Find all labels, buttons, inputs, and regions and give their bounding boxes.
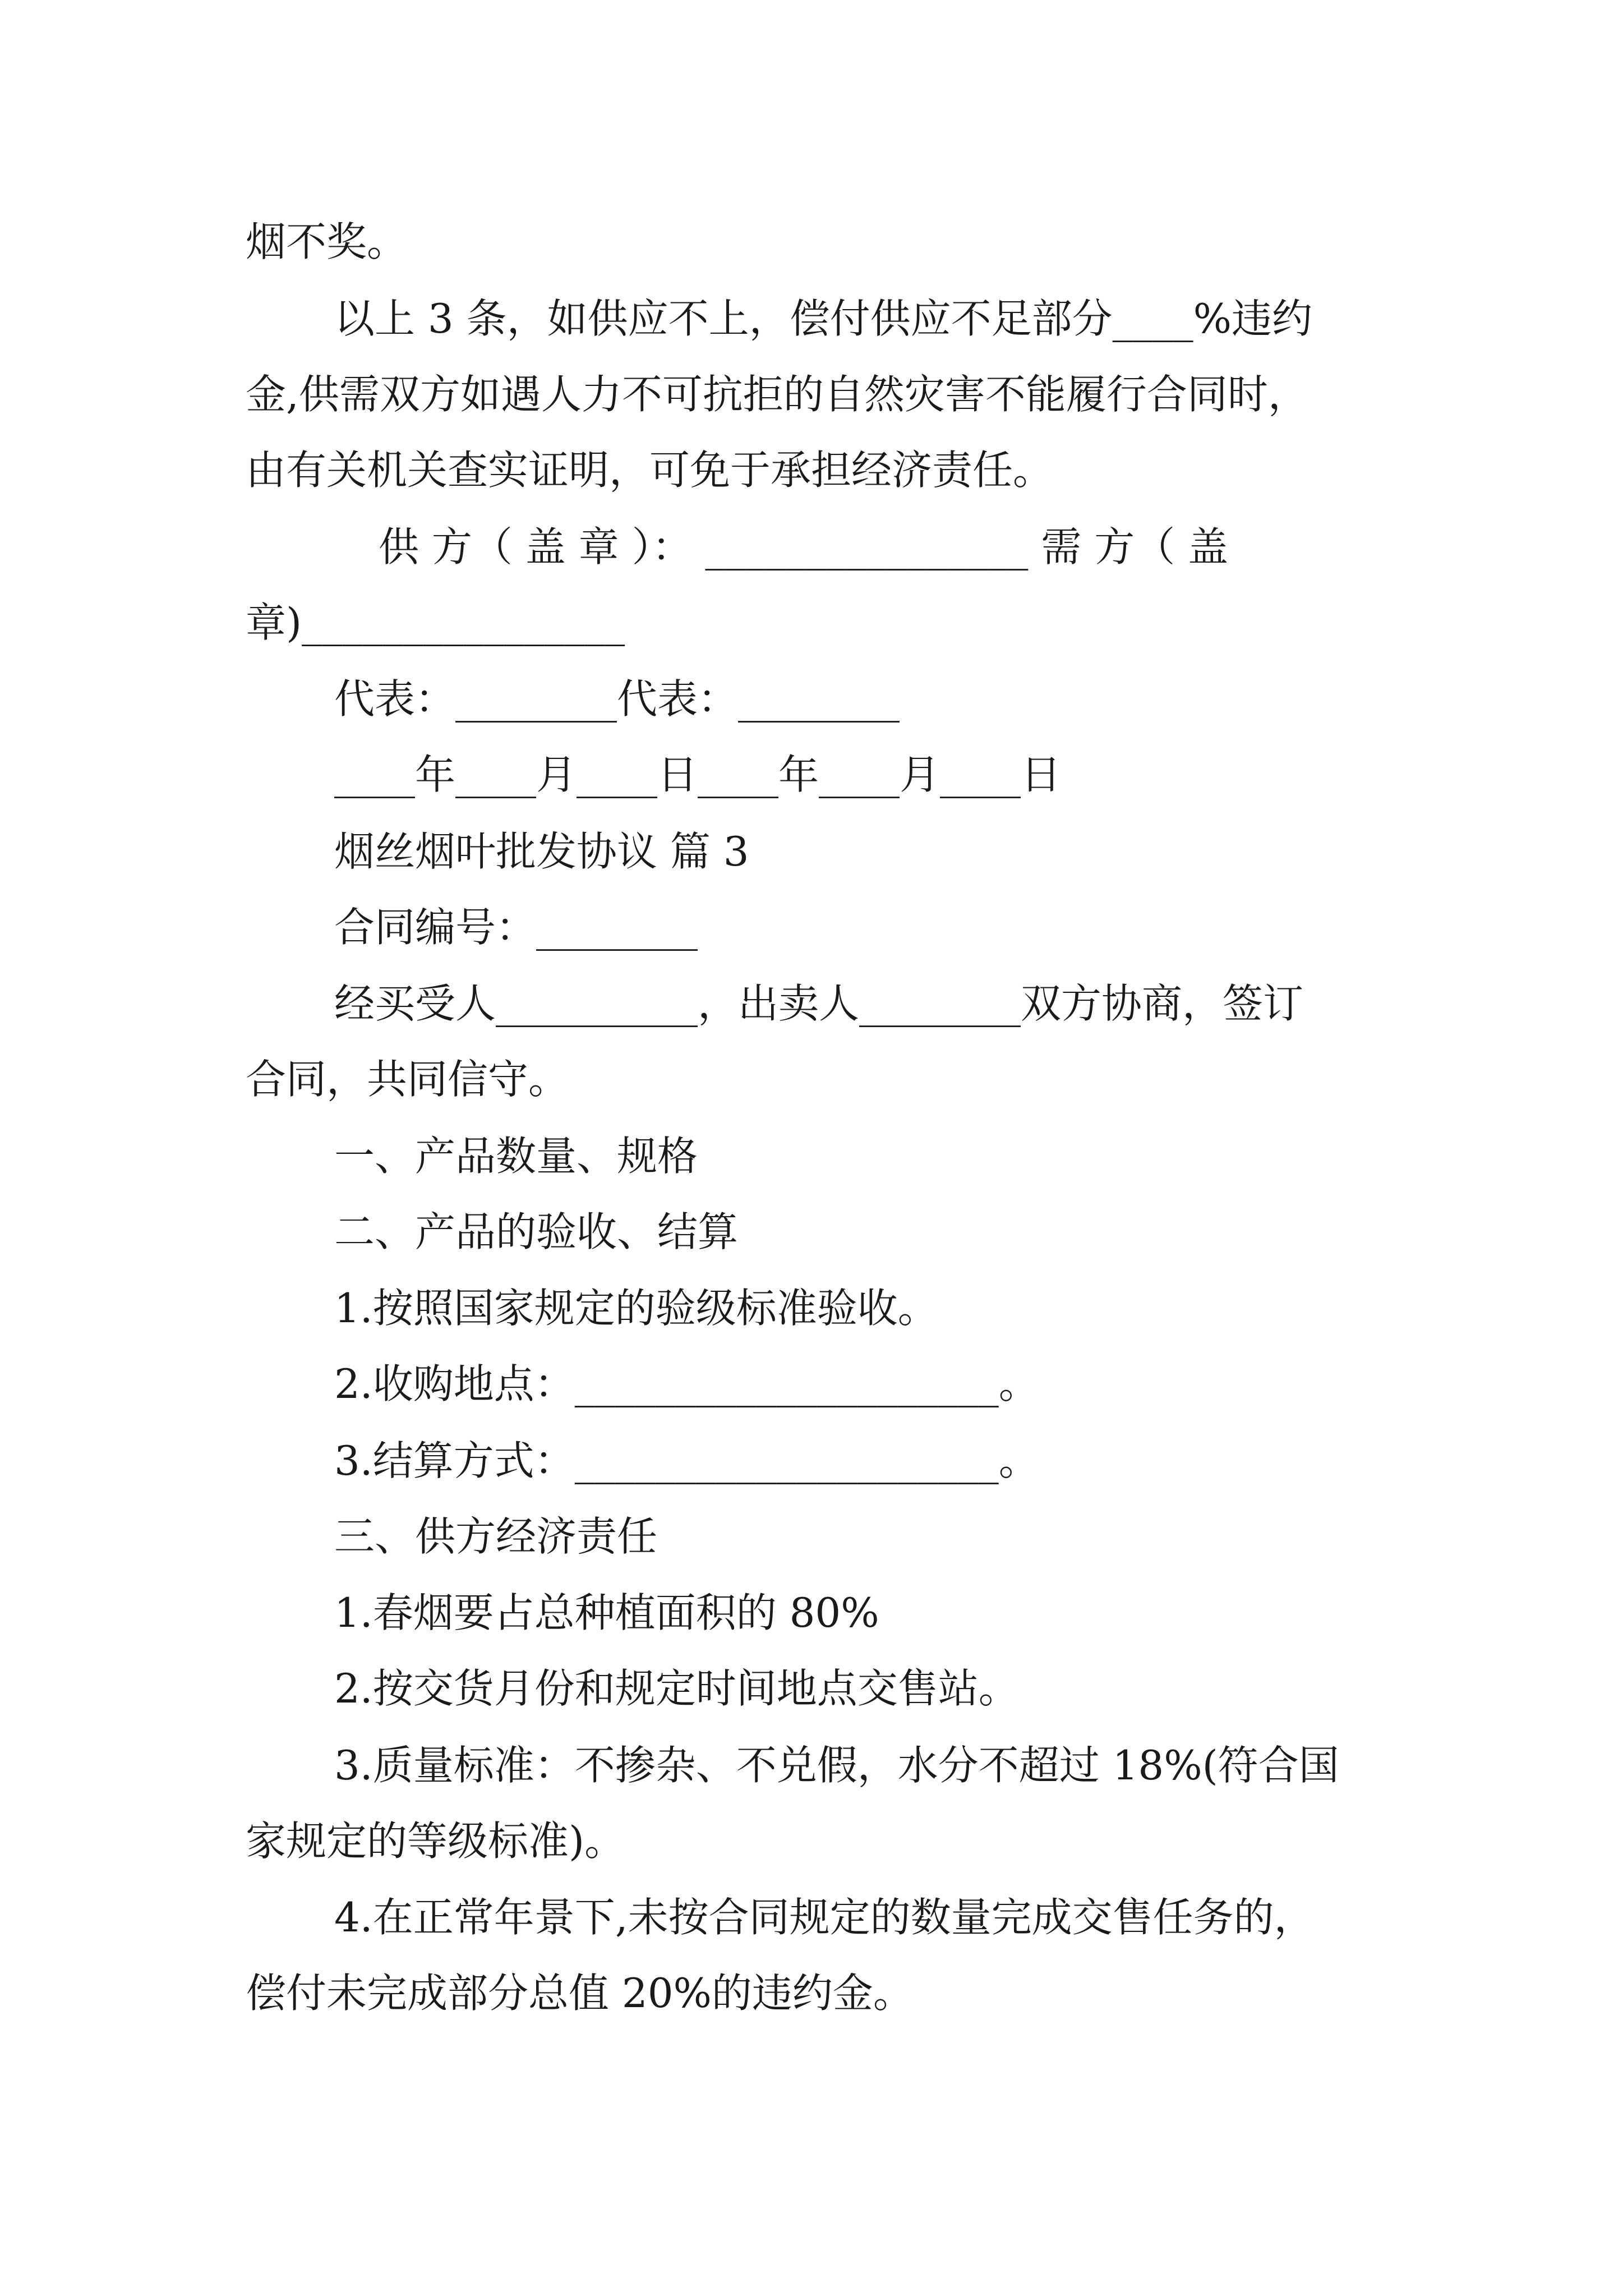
text-line: 3.结算方式：_____________________。 — [334, 1437, 1039, 1484]
text-line: 2.按交货月份和规定时间地点交售站。 — [334, 1665, 1019, 1712]
text-line: 1.春烟要占总种植面积的 80% — [334, 1589, 879, 1636]
text-line: 2.收购地点：_____________________。 — [334, 1360, 1039, 1407]
text-line: 代表：________代表：________ — [334, 675, 900, 723]
text-line: ____年____月____日____年____月____日 — [334, 751, 1061, 798]
text-line: 由有关机关查实证明，可免于承担经济责任。 — [246, 447, 1054, 494]
text-line: 烟不奖。 — [246, 218, 408, 265]
text-line: 二、产品的验收、结算 — [334, 1208, 739, 1255]
text-line: 一、产品数量、规格 — [334, 1133, 698, 1180]
text-line: 三、供方经济责任 — [334, 1513, 658, 1560]
section-heading: 烟丝烟叶批发协议 篇 3 — [334, 828, 749, 875]
text-line: 合同编号：________ — [334, 904, 698, 951]
text-line: 3.质量标准：不掺杂、不兑假，水分不超过 18%(符合国 — [334, 1742, 1339, 1789]
text-line: 金,供需双方如遇人力不可抗拒的自然灾害不能履行合同时， — [246, 371, 1308, 418]
text-line: 4.在正常年景下,未按合同规定的数量完成交售任务的， — [334, 1894, 1315, 1941]
text-line: 以上 3 条，如供应不上，偿付供应不足部分____%违约 — [334, 295, 1312, 342]
text-line: 1.按照国家规定的验级标准验收。 — [334, 1285, 938, 1332]
text-line: 经买受人__________，出卖人________双方协商，签订 — [334, 980, 1304, 1027]
text-line: 家规定的等级标准)。 — [246, 1818, 625, 1865]
text-line: 供 方（ 盖 章 ）： ________________ 需 方（ 盖 — [379, 523, 1229, 570]
text-line: 合同，共同信守。 — [246, 1056, 569, 1103]
text-line: 章)________________ — [246, 599, 625, 646]
text-line: 偿付未完成部分总值 20%的违约金。 — [246, 1970, 914, 2017]
